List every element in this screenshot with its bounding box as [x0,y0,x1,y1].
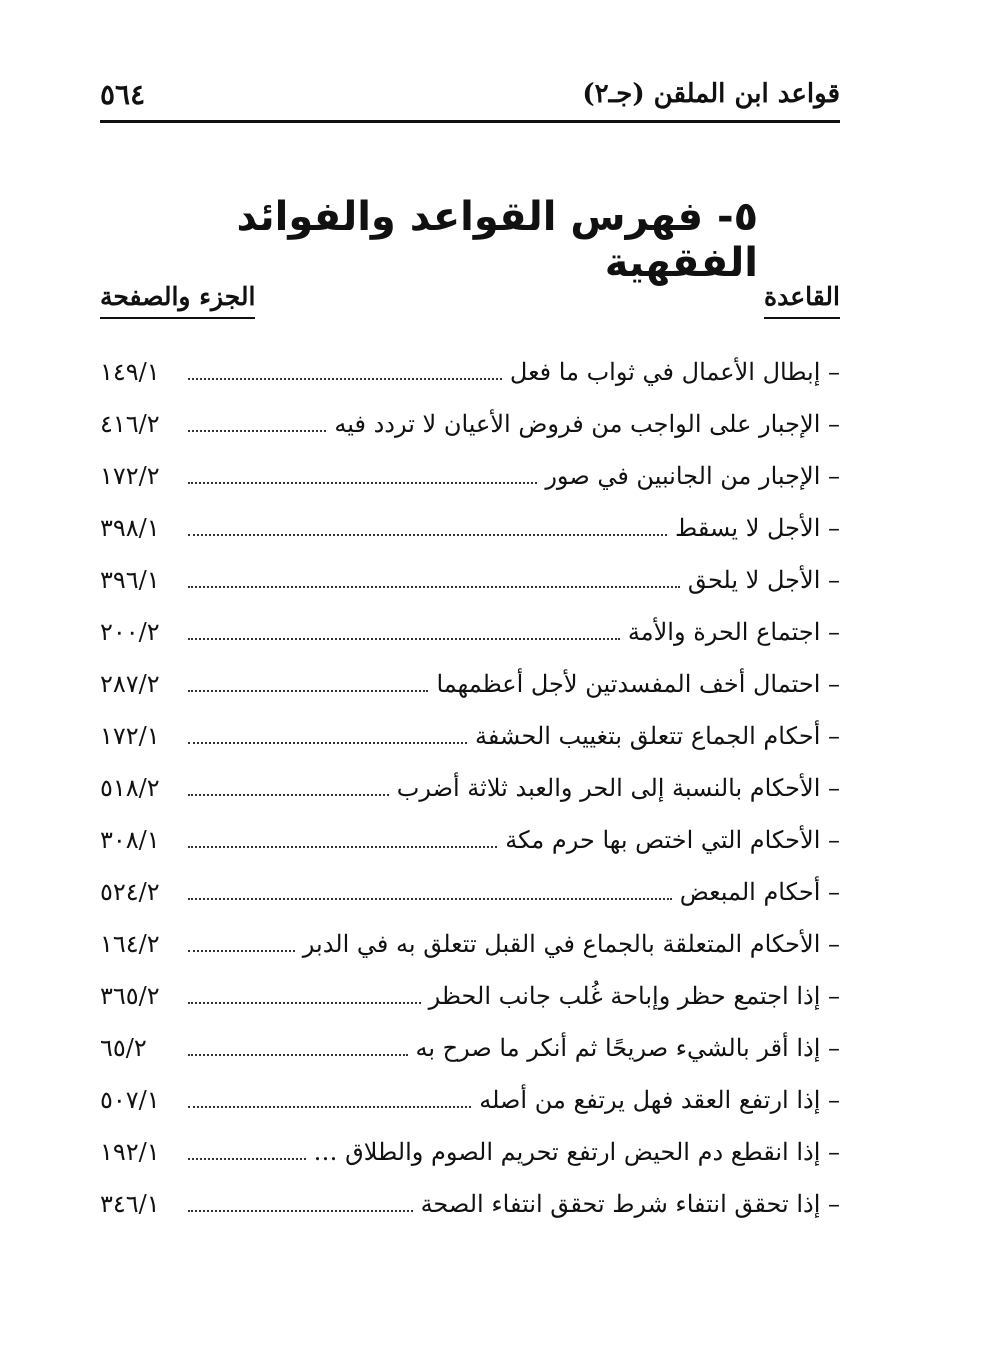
dot-leader [188,430,326,432]
entry-text: – إذا انقطع دم الحيض ارتفع تحريم الصوم والطلاق … [313,1138,840,1166]
column-header-volume-page: الجزء والصفحة [100,282,255,319]
entry-reference: ٥١٨/٢ [100,774,160,802]
index-entry [100,450,840,502]
entry-reference: ٣٠٨/١ [100,826,160,854]
entry-reference: ٦٥/٢ [100,1034,147,1062]
entry-text: – الأجل لا يلحق [687,566,840,594]
book-title: قواعد ابن الملقن (جـ٢) [582,79,840,109]
entry-text: – الإجبار على الواجب من فروض الأعيان لا تردد فيه [334,410,840,438]
dot-leader [188,1210,413,1212]
index-entry [100,866,840,918]
entry-reference: ٣٩٦/١ [100,566,160,594]
index-entry [100,1126,840,1178]
entry-reference: ٢٨٧/٢ [100,670,160,698]
dot-leader [188,534,667,536]
index-entry [100,1022,840,1074]
dot-leader [188,742,467,744]
dot-leader [188,1106,471,1108]
index-entry [100,918,840,970]
dot-leader [188,794,389,796]
entry-text: – إبطال الأعمال في ثواب ما فعل [509,358,840,386]
entry-reference: ٣٦٥/٢ [100,982,160,1010]
index-entry [100,970,840,1022]
column-header-rule: القاعدة [764,282,840,319]
dot-leader [188,378,502,380]
entry-reference: ١٩٢/١ [100,1138,160,1166]
entry-text: – الإجبار من الجانبين في صور [545,462,840,490]
dot-leader [188,1002,421,1004]
entry-text: – أحكام المبعض [679,878,840,906]
index-entry [100,762,840,814]
entry-reference: ٣٩٨/١ [100,514,160,542]
index-entry [100,606,840,658]
entry-text: – الأجل لا يسقط [675,514,840,542]
entry-reference: ٢٠٠/٢ [100,618,160,646]
column-headers [100,282,840,330]
dot-leader [188,690,428,692]
dot-leader [188,482,537,484]
dot-leader [188,898,672,900]
entry-reference: ٥٢٤/٢ [100,878,160,906]
entry-text: – إذا أقر بالشيء صريحًا ثم أنكر ما صرح به [415,1034,840,1062]
index-entry [100,710,840,762]
index-entry [100,658,840,710]
dot-leader [188,586,680,588]
entry-reference: ٤١٦/٢ [100,410,160,438]
section-title: ٥- فهرس القواعد والفوائد الفقهية [236,194,758,286]
entry-text: – احتمال أخف المفسدتين لأجل أعظمهما [436,670,840,698]
entry-reference: ١٤٩/١ [100,358,160,386]
index-entry [100,1074,840,1126]
entry-reference: ٥٠٧/١ [100,1086,160,1114]
index-entries [100,346,840,1230]
entry-text: – الأحكام المتعلقة بالجماع في القبل تتعلق به في الدبر [302,930,840,958]
entry-text: – الأحكام بالنسبة إلى الحر والعبد ثلاثة أضرب [396,774,840,802]
index-entry [100,554,840,606]
index-entry [100,398,840,450]
running-header [100,72,840,116]
index-entry [100,1178,840,1230]
entry-reference: ١٧٢/١ [100,722,160,750]
entry-reference: ١٦٤/٢ [100,930,160,958]
index-entry [100,502,840,554]
entry-text: – إذا تحقق انتفاء شرط تحقق انتفاء الصحة [420,1190,840,1218]
page-number: ٥٦٤ [100,77,146,111]
entry-text: – أحكام الجماع تتعلق بتغييب الحشفة [475,722,840,750]
entry-text: – اجتماع الحرة والأمة [627,618,840,646]
entry-text: – إذا اجتمع حظر وإباحة غُلب جانب الحظر [428,982,840,1010]
entry-text: – الأحكام التي اختص بها حرم مكة [505,826,840,854]
dot-leader [188,1054,408,1056]
index-entry [100,346,840,398]
dot-leader [188,638,620,640]
index-entry [100,814,840,866]
header-rule [100,120,840,123]
dot-leader [188,950,295,952]
entry-reference: ١٧٢/٢ [100,462,160,490]
dot-leader [188,846,497,848]
dot-leader [188,1158,306,1160]
entry-text: – إذا ارتفع العقد فهل يرتفع من أصله [479,1086,840,1114]
entry-reference: ٣٤٦/١ [100,1190,160,1218]
